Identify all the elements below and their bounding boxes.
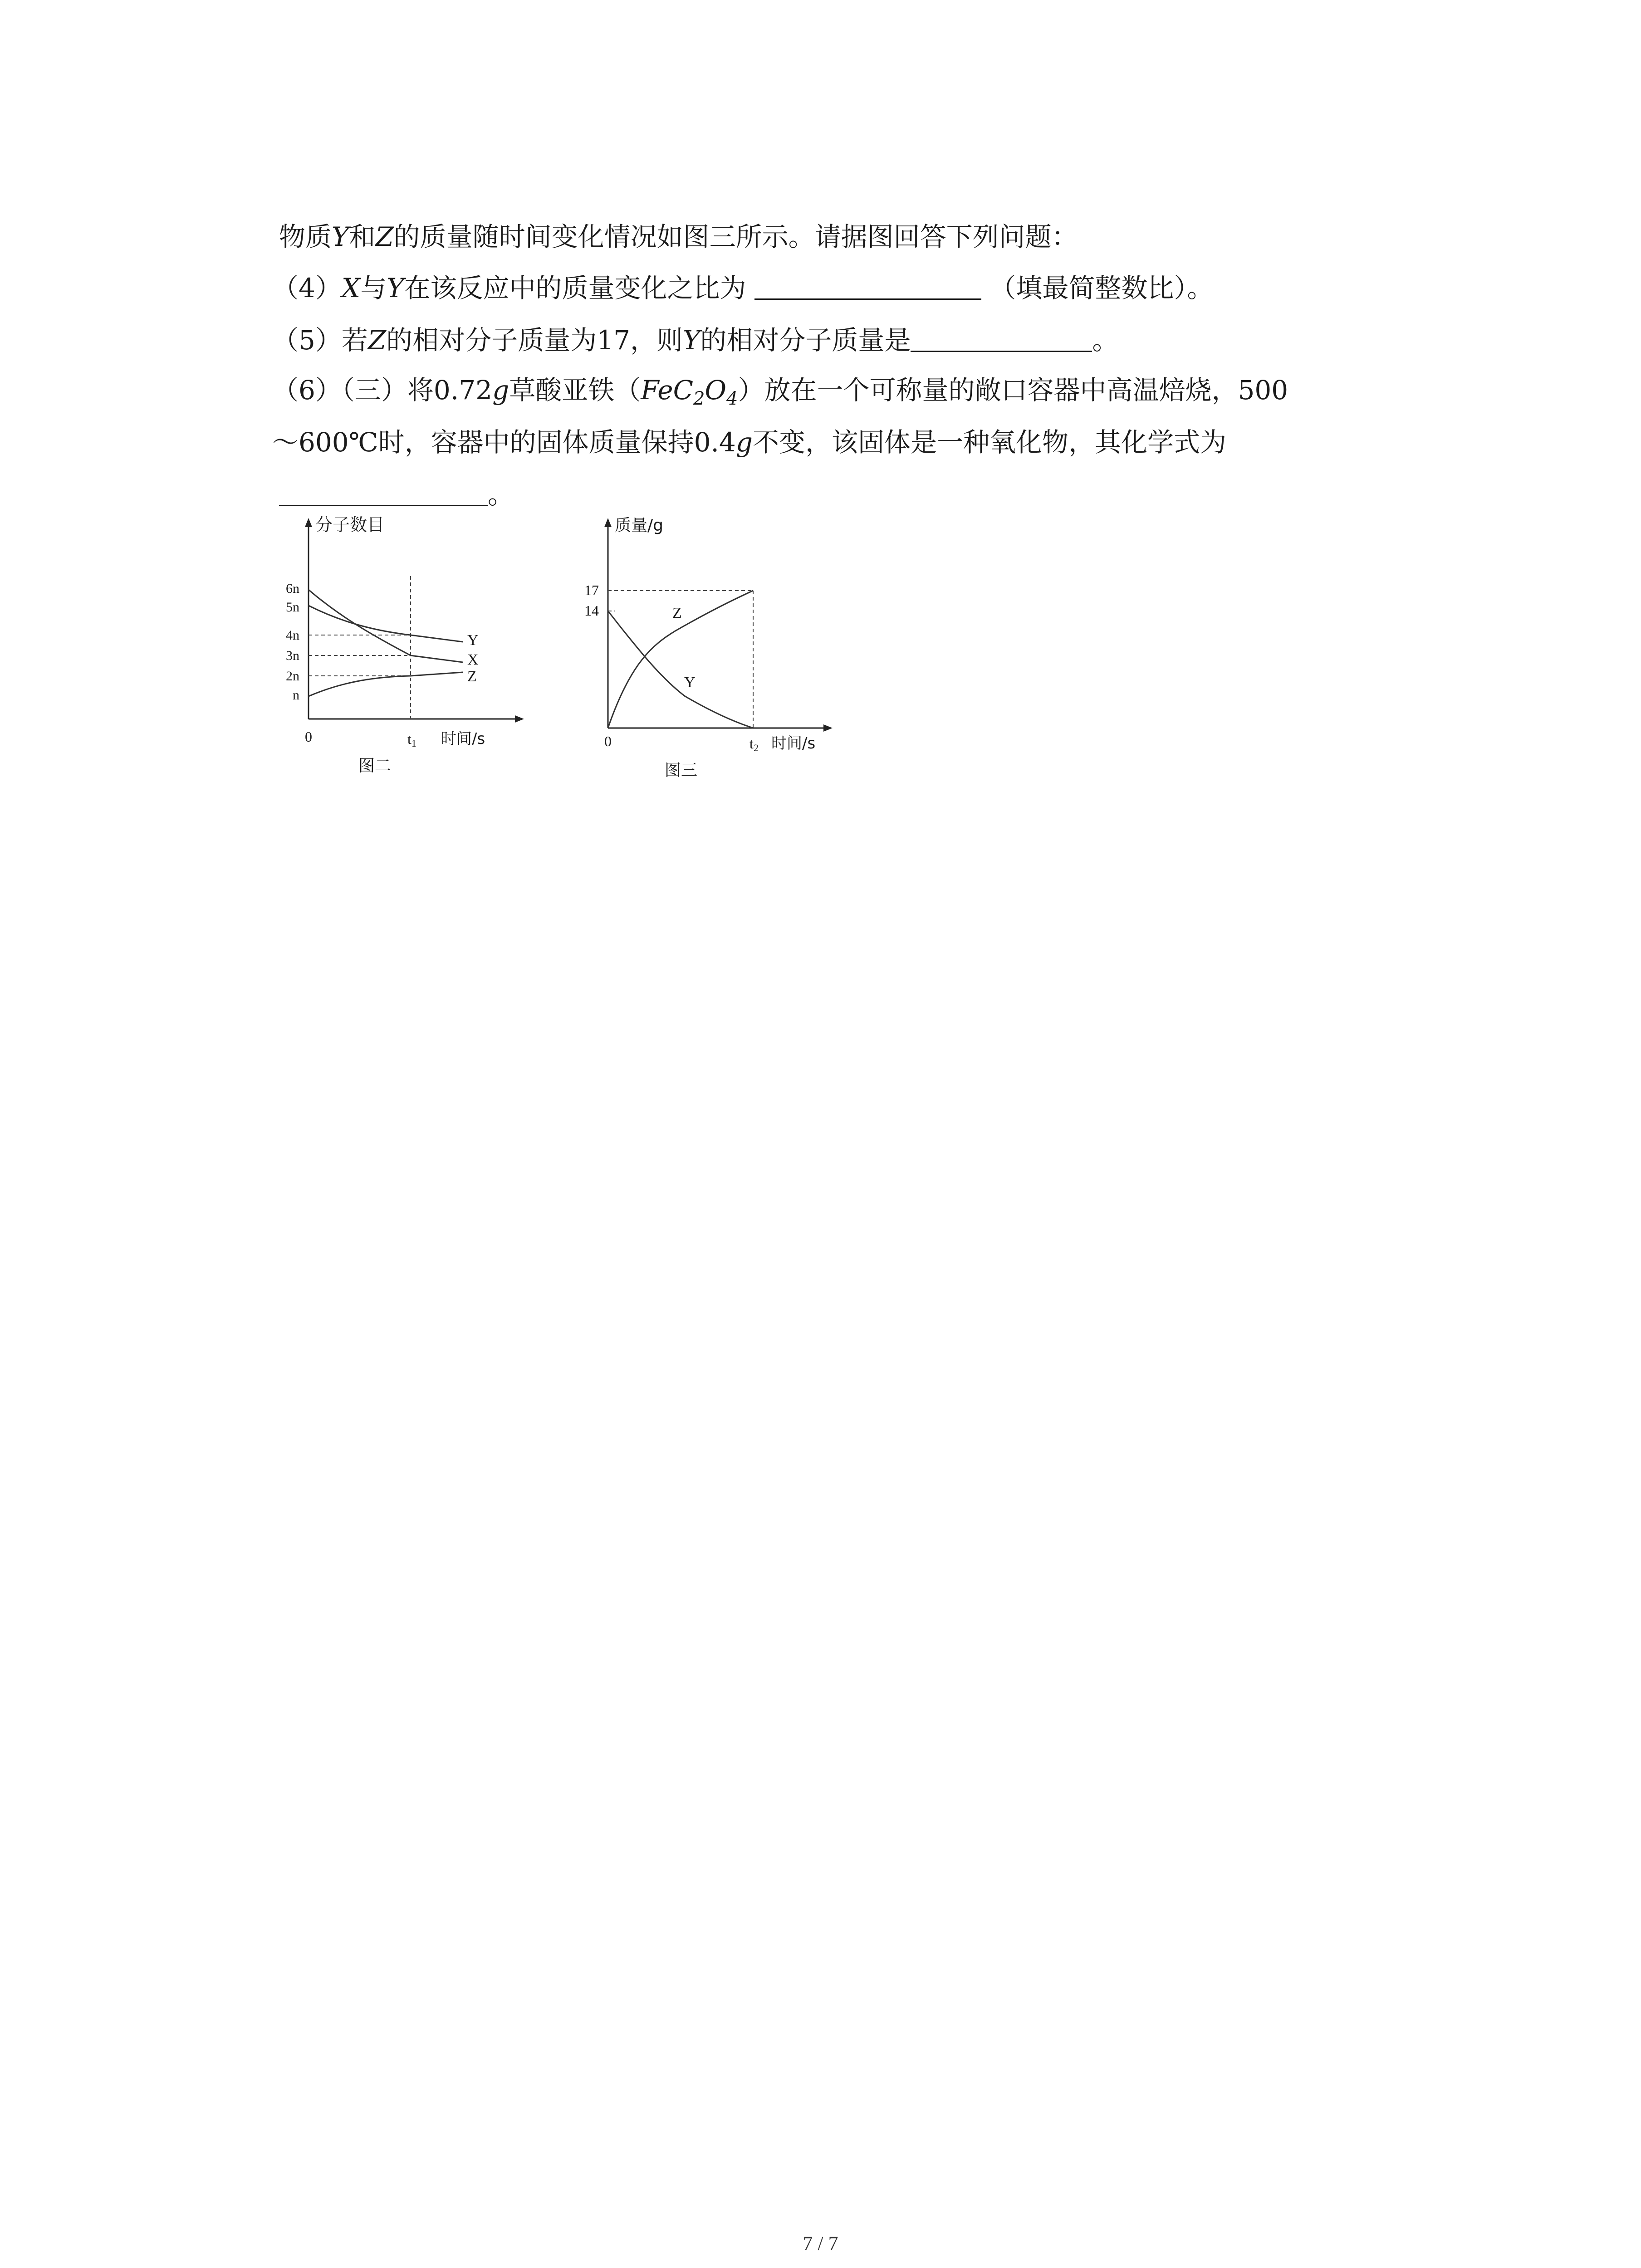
fig3-label-z: Z <box>672 605 682 621</box>
fig2-x-arrow <box>515 715 524 723</box>
fig3-origin: 0 <box>604 733 612 749</box>
question-5: （5）若Z的相对分子质量为17，则Y的相对分子质量是 。 <box>272 322 1118 358</box>
fig2-t1: t1 <box>407 731 416 749</box>
fig3-x-arrow <box>823 724 833 732</box>
fig2-ytick-3n: 3n <box>286 648 299 663</box>
fig2-series-x <box>309 590 463 662</box>
fig2-y-arrow <box>305 518 312 527</box>
fig3-label-y: Y <box>684 674 696 691</box>
fig2-caption: 图二 <box>358 757 392 775</box>
fig2-ytick-6n: 6n <box>286 581 299 596</box>
figure-2 <box>272 513 554 785</box>
page-number: 7 / 7 <box>803 2232 838 2254</box>
fig2-ytick-4n: 4n <box>286 628 299 643</box>
fig2-xlabel: 时间/s <box>441 730 485 748</box>
figure-3 <box>572 513 853 785</box>
fig2-origin: 0 <box>305 728 312 745</box>
answer-blank-5[interactable] <box>911 323 1092 352</box>
intro-line: 物质Y和Z的质量随时间变化情况如图三所示。请据图回答下列问题： <box>279 221 1078 252</box>
question-4: （4）X与Y在该反应中的质量变化之比为 （填最简整数比）。 <box>272 270 1213 306</box>
question-6-line-2: ～600℃时，容器中的固体质量保持0.4g不变，该固体是一种氧化物，其化学式为 <box>272 427 1226 458</box>
fig2-label-x: X <box>467 651 479 668</box>
fig2-series-y <box>309 606 463 642</box>
answer-blank-4[interactable] <box>754 270 981 300</box>
answer-blank-6[interactable] <box>279 477 488 506</box>
fig2-ytick-5n: 5n <box>286 600 299 615</box>
fig3-ytick-17: 17 <box>584 582 599 598</box>
fig2-label-z: Z <box>467 668 477 685</box>
fig2-ytick-n: n <box>293 688 299 703</box>
fig3-ytick-14: 14 <box>584 602 599 619</box>
fig3-xlabel: 时间/s <box>771 734 816 753</box>
fig2-label-y: Y <box>467 632 479 649</box>
question-6: （6）（三）将0.72g草酸亚铁$(FeC_2O_4)$放在一个可称量的敞口容器中高温焙烧，500 <box>272 375 1288 409</box>
fig3-caption: 图三 <box>665 761 698 780</box>
fig3-y-arrow <box>604 518 612 527</box>
fig3-t2: t2 <box>749 735 759 753</box>
question-6-line-3: 。 <box>279 476 514 513</box>
fig2-ylabel: 分子数目 <box>315 515 385 535</box>
fig2-ytick-2n: 2n <box>286 669 299 684</box>
fig3-ylabel: 质量/g <box>615 516 663 535</box>
